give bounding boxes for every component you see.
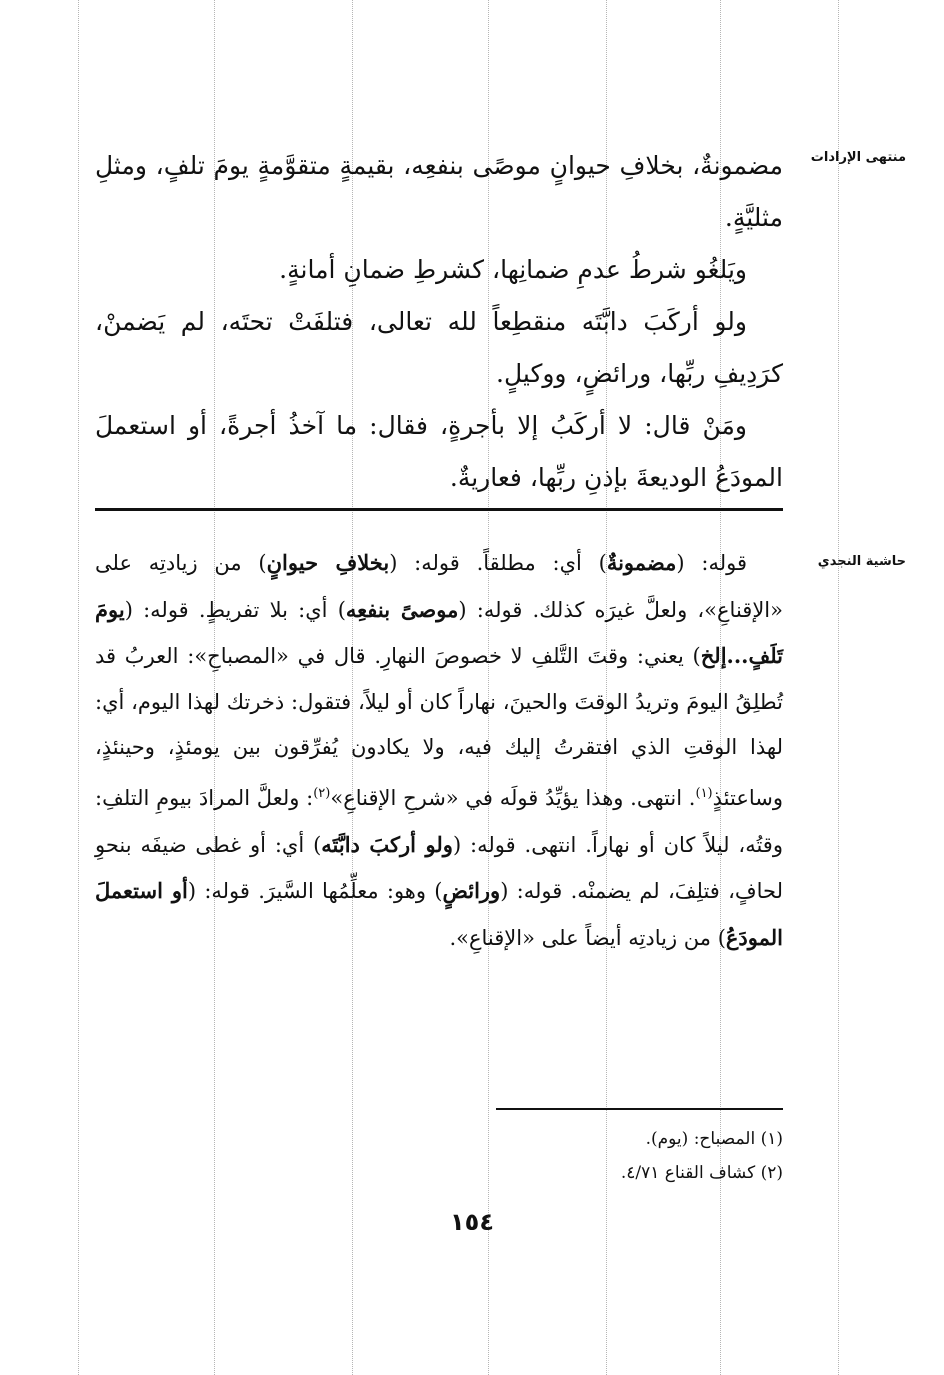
commentary-text: ) أي: بلا تفريطٍ. قوله: (: [124, 597, 346, 622]
page-number: ١٥٤: [450, 1208, 494, 1236]
matn-paragraph: مضمونةٌ، بخلافِ حيوانٍ موصًى بنفعِه، بقيمةٍ متقوَّمةٍ يومَ تلفٍ، ومثلِ مثليَّةٍ.: [95, 151, 783, 232]
section-divider: [95, 508, 783, 511]
commentary-text: ) من زيادتِه أيضاً على «الإقناعِ».: [449, 925, 726, 950]
matn-paragraph: ولو أركَبَ دابَّتَه منقطِعاً لله تعالى، فتلفَتْ تحتَه، لم يَضمنْ، كرَدِيفِ ربِّها، ورائضٍ، ووكيلٍ.: [95, 307, 783, 388]
footnote-1: (١) المصباح: (يوم).: [645, 1129, 783, 1149]
side-label-matn: منتهى الإرادات: [810, 150, 906, 165]
footnote-2: (٢) كشاف القناع ٤/٧١.: [620, 1163, 783, 1183]
side-label-hashiya: حاشية النجدي: [817, 554, 906, 569]
quoted-phrase: ولو أركبَ دابَّتَه: [321, 831, 453, 857]
quoted-phrase: موصىً بنفعِه: [345, 596, 459, 622]
footnote-marker: (٢): [313, 785, 331, 801]
footnotes: [95, 1122, 783, 1190]
quoted-phrase: بخلافِ حيوانٍ: [266, 550, 390, 575]
commentary-text: . انتهى. وهذا يؤيِّدُ قولَه في «شرحِ الإقناعِ»: [330, 785, 696, 810]
footnote-marker: (١): [695, 785, 713, 801]
quoted-phrase: أو استعملَ المودَعُ: [95, 878, 783, 950]
commentary-text: : ولعلَّ المرادَ بيومِ التلفِ: وقتُه، ليلاً كان أو نهاراً. انتهى. قوله: (: [95, 785, 783, 857]
hashiya-text: [95, 540, 783, 961]
scan-dotted-line: [838, 0, 839, 1375]
quoted-phrase: ورائضٍ: [442, 878, 501, 904]
matn-paragraph: ويَلغُو شرطُ عدمِ ضمانِها، كشرطِ ضمانِ أمانةٍ.: [279, 255, 747, 284]
commentary-text: ) من زيادتِه على «الإقناعِ»، ولعلَّ غيرَه كذلك. قوله: (: [95, 551, 783, 622]
matn-paragraph: ومَنْ قال: لا أركَبُ إلا بأجرةٍ، فقال: ما آخذُ أجرةً، أو استعملَ المودَعُ الوديعةَ بإذنِ ربِّها، فعاريةٌ.: [95, 411, 783, 492]
commentary-text: ) يعني: وقتَ التَّلفِ لا خصوصَ النهارِ. قال في «المصباحِ»: العربُ قد تُطلِقُ اليومَ وتريدُ الوقتَ والحينَ، نهاراً كان أو ليلاً، فتقول: ذخرتك لهذا اليوم، أي: لهذا الوقتِ الذي افتقرتُ إليك فيه، ولا يكادون يُفرِّقون بين يومئذٍ، وحينئذٍ، وساعتئذٍ: [95, 644, 783, 810]
quoted-phrase: مضمونةٌ: [606, 550, 677, 575]
matn-text: [95, 140, 783, 504]
commentary-text: ) أي: أو غطى ضيفَه بنحوِ لحافٍ، فتلِفَ، لم يضمنْه. قوله: (: [95, 832, 783, 904]
scan-dotted-line: [78, 0, 79, 1375]
footnote-divider: [496, 1108, 783, 1110]
commentary-text: ) وهو: معلِّمُها السَّيرَ. قوله: (: [187, 879, 443, 904]
hashiya-paragraph: [95, 540, 783, 961]
commentary-text: ) أي: مطلقاً. قوله: (: [389, 551, 607, 575]
commentary-text: قوله: (: [676, 551, 747, 575]
quoted-phrase: يومَ تَلَفٍ...إلخ: [95, 596, 783, 669]
